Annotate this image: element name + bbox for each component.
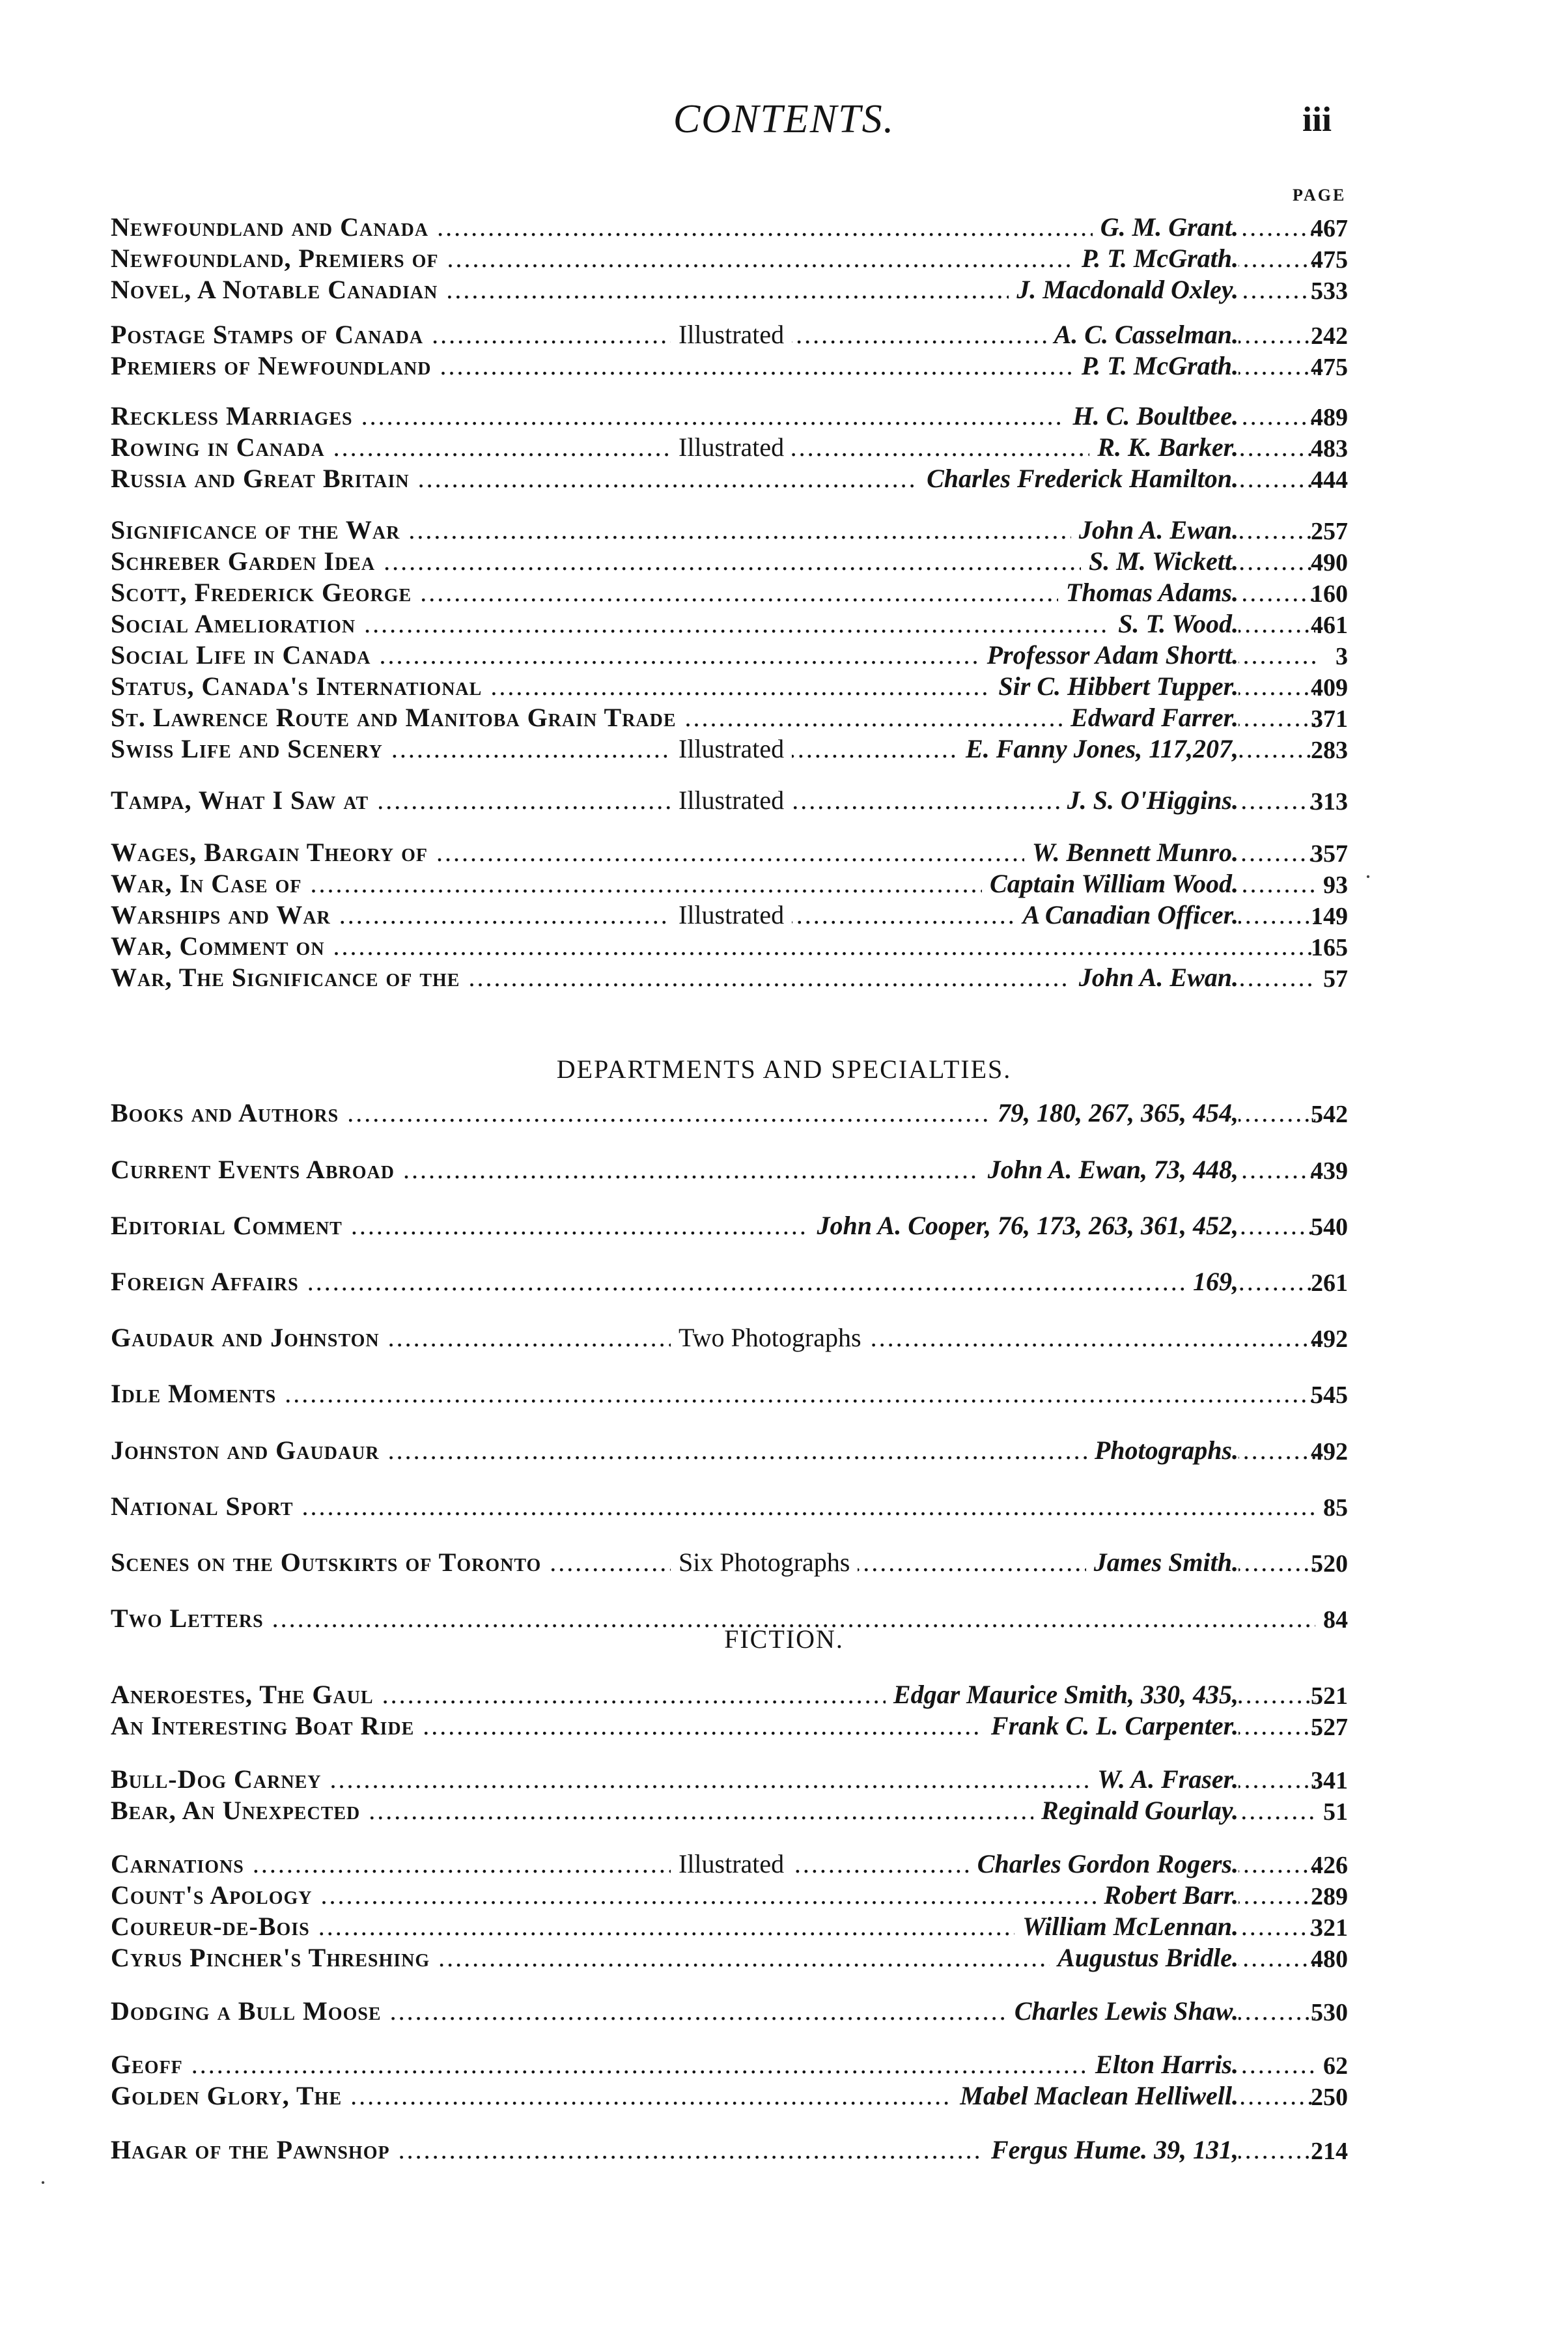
entry-author: 169, xyxy=(1185,1266,1239,1300)
entry-author: W. A. Fraser. xyxy=(1089,1764,1239,1798)
entry-author: John A. Cooper, 76, 173, 263, 361, 452, xyxy=(809,1210,1239,1244)
page-title: CONTENTS. xyxy=(673,97,895,141)
leader-dots xyxy=(111,868,1315,902)
entry-page-number: 492 xyxy=(1311,1438,1348,1465)
entry-author: Fergus Hume. 39, 131, xyxy=(983,2134,1239,2168)
leader-dots xyxy=(111,243,1315,277)
entry-page-number: 426 xyxy=(1311,1852,1348,1879)
entry-page-number: 357 xyxy=(1311,840,1348,868)
contents-entry xyxy=(111,785,1348,819)
entry-page-number: 313 xyxy=(1311,788,1348,815)
entry-page-number: 93 xyxy=(1323,871,1348,899)
entry-title: Newfoundland, Premiers of ..... xyxy=(111,243,1315,274)
contents-entry xyxy=(111,640,1348,673)
entry-page-number: 492 xyxy=(1311,1325,1348,1353)
leader-dots xyxy=(111,350,1315,384)
entry-author: William McLennan. xyxy=(1015,1911,1239,1945)
contents-entry xyxy=(111,2134,1348,2168)
contents-entry xyxy=(111,1491,1348,1525)
entry-page-number: 533 xyxy=(1311,277,1348,305)
entry-author: James Smith. xyxy=(1086,1547,1239,1581)
contents-entry xyxy=(111,1764,1348,1798)
entry-title: Postage Stamps of Canada ..... xyxy=(111,319,1315,350)
entry-title: Carnations ..... xyxy=(111,1848,1315,1879)
leader-dots xyxy=(111,837,1315,871)
entry-page-number: 542 xyxy=(1311,1101,1348,1128)
contents-entry xyxy=(111,1266,1348,1300)
entry-author: Thomas Adams. xyxy=(1058,577,1239,611)
entry-page-number: 409 xyxy=(1311,674,1348,701)
entry-author: Professor Adam Shortt. xyxy=(979,640,1239,673)
leader-dots xyxy=(111,463,1315,497)
entry-title: Schreber Garden Idea ..... xyxy=(111,546,1315,576)
leader-dots xyxy=(111,2134,1315,2168)
entry-title: Bear, An Unexpected ..... xyxy=(111,1795,1315,1826)
entry-note: Illustrated xyxy=(671,432,792,466)
entry-page-number: 261 xyxy=(1311,1269,1348,1297)
entry-note: Two Photographs xyxy=(671,1322,869,1356)
entry-author: A. C. Casselman. xyxy=(1046,319,1239,353)
entry-page-number: 444 xyxy=(1311,466,1348,494)
entry-title: Tampa, What I Saw at ..... xyxy=(111,785,1315,815)
contents-entry xyxy=(111,671,1348,705)
entry-page-number: 149 xyxy=(1311,903,1348,930)
entry-title: Rowing in Canada ..... xyxy=(111,432,1315,462)
leader-dots xyxy=(111,274,1315,308)
entry-page-number: 540 xyxy=(1311,1213,1348,1241)
entry-page-number: 520 xyxy=(1311,1550,1348,1578)
contents-entry xyxy=(111,1603,1348,1637)
entry-title: Golden Glory, The ..... xyxy=(111,2080,1315,2111)
entry-title: Aneroestes, The Gaul ..... xyxy=(111,1679,1315,1710)
page-column-label: PAGE xyxy=(1293,186,1347,205)
contents-entry xyxy=(111,463,1348,497)
contents-entry xyxy=(111,319,1348,353)
leader-dots xyxy=(111,899,1315,933)
contents-entry xyxy=(111,1154,1348,1188)
entry-page-number: 250 xyxy=(1311,2084,1348,2111)
entry-author: S. M. Wickett. xyxy=(1081,546,1239,580)
entry-author: R. K. Barker. xyxy=(1089,432,1239,466)
leader-dots xyxy=(111,212,1315,246)
leader-dots xyxy=(111,931,1315,965)
entry-title: Swiss Life and Scenery ..... xyxy=(111,733,1315,764)
contents-entry xyxy=(111,868,1348,902)
contents-entry xyxy=(111,274,1348,308)
entry-author: J. S. O'Higgins. xyxy=(1059,785,1239,819)
entry-title: War, The Significance of the ..... xyxy=(111,962,1315,993)
leader-dots xyxy=(111,608,1315,642)
entry-title: Cyrus Pincher's Threshing ..... xyxy=(111,1942,1315,1973)
leader-dots xyxy=(111,1911,1315,1945)
leader-dots xyxy=(111,785,1315,819)
leader-dots xyxy=(111,401,1315,434)
contents-entry xyxy=(111,1547,1348,1581)
margin-tick: · xyxy=(1364,864,1372,890)
entry-author: Captain William Wood. xyxy=(982,868,1239,902)
entry-page-number: 3 xyxy=(1336,643,1348,670)
leader-dots xyxy=(111,1795,1315,1829)
entry-title: Editorial Comment ..... xyxy=(111,1210,1315,1241)
entry-title: Russia and Great Britain ..... xyxy=(111,463,1315,494)
entry-page-number: 480 xyxy=(1311,1946,1348,1973)
contents-entry xyxy=(111,2080,1348,2114)
leader-dots xyxy=(111,1880,1315,1914)
entry-page-number: 489 xyxy=(1311,404,1348,431)
entry-author: A Canadian Officer. xyxy=(1015,899,1239,933)
leader-dots xyxy=(111,640,1315,673)
page-number: iii xyxy=(1302,100,1332,139)
entry-title: Dodging a Bull Moose ..... xyxy=(111,1996,1315,2026)
contents-entry xyxy=(111,702,1348,736)
entry-page-number: 242 xyxy=(1311,322,1348,350)
entry-author: 79, 180, 267, 365, 454, xyxy=(990,1097,1239,1131)
entry-page-number: 321 xyxy=(1311,1914,1348,1942)
entry-author: Charles Gordon Rogers. xyxy=(970,1848,1239,1882)
contents-entry xyxy=(111,2049,1348,2083)
leader-dots xyxy=(111,577,1315,611)
contents-entry xyxy=(111,1679,1348,1713)
contents-entry xyxy=(111,515,1348,548)
entry-author: Edgar Maurice Smith, 330, 435, xyxy=(886,1679,1239,1713)
entry-title: Count's Apology ..... xyxy=(111,1880,1315,1910)
leader-dots xyxy=(111,962,1315,996)
entry-title: Scenes on the Outskirts of Toronto ..... xyxy=(111,1547,1315,1578)
leader-dots xyxy=(111,1942,1315,1976)
entry-page-number: 51 xyxy=(1323,1798,1348,1826)
entry-author: Robert Barr. xyxy=(1096,1880,1239,1914)
entry-page-number: 475 xyxy=(1311,354,1348,381)
entry-title: Two Letters ..... xyxy=(111,1603,1315,1634)
entry-note: Illustrated xyxy=(671,899,792,933)
entry-page-number: 467 xyxy=(1311,215,1348,242)
entry-title: Gaudaur and Johnston ..... xyxy=(111,1322,1315,1353)
contents-entry xyxy=(111,1710,1348,1744)
entry-author: P. T. McGrath. xyxy=(1074,243,1239,277)
contents-entry xyxy=(111,212,1348,246)
entry-title: Status, Canada's International ..... xyxy=(111,671,1315,701)
entry-title: War, Comment on ..... xyxy=(111,931,1315,961)
leader-dots xyxy=(111,733,1315,767)
leader-dots xyxy=(111,1491,1315,1525)
leader-dots xyxy=(111,1378,1315,1412)
leader-dots xyxy=(111,1848,1315,1882)
leader-dots xyxy=(111,702,1315,736)
leader-dots xyxy=(111,671,1315,705)
entry-page-number: 490 xyxy=(1311,549,1348,576)
entry-title: St. Lawrence Route and Manitoba Grain Trade ..... xyxy=(111,702,1315,733)
entry-title: Reckless Marriages ..... xyxy=(111,401,1315,431)
entry-author: W. Bennett Munro. xyxy=(1024,837,1239,871)
leader-dots xyxy=(111,1210,1315,1244)
entry-title: Idle Moments ..... xyxy=(111,1378,1315,1409)
entry-page-number: 530 xyxy=(1311,1999,1348,2026)
entry-title: Social Amelioration ..... xyxy=(111,608,1315,639)
entry-title: Johnston and Gaudaur ..... xyxy=(111,1435,1315,1465)
entry-page-number: 527 xyxy=(1311,1714,1348,1741)
leader-dots xyxy=(111,2049,1315,2083)
leader-dots xyxy=(111,515,1315,548)
leader-dots xyxy=(111,1154,1315,1188)
contents-entry xyxy=(111,1097,1348,1131)
leader-dots xyxy=(111,319,1315,353)
margin-tick: · xyxy=(39,2170,47,2196)
entry-note: Illustrated xyxy=(671,785,792,819)
entry-author: G. M. Grant. xyxy=(1093,212,1239,246)
entry-page-number: 283 xyxy=(1311,737,1348,764)
contents-entry xyxy=(111,1435,1348,1469)
entry-title: Novel, A Notable Canadian ..... xyxy=(111,274,1315,305)
contents-entry xyxy=(111,1795,1348,1829)
leader-dots xyxy=(111,1996,1315,2030)
contents-entry xyxy=(111,931,1348,965)
leader-dots xyxy=(111,1547,1315,1581)
leader-dots xyxy=(111,1764,1315,1798)
entry-title: Warships and War ..... xyxy=(111,899,1315,930)
entry-author: Frank C. L. Carpenter. xyxy=(983,1710,1239,1744)
entry-page-number: 160 xyxy=(1311,580,1348,608)
entry-title: War, In Case of ..... xyxy=(111,868,1315,899)
entry-page-number: 165 xyxy=(1311,934,1348,961)
entry-title: Current Events Abroad ..... xyxy=(111,1154,1315,1185)
entry-note: Six Photographs xyxy=(671,1547,858,1581)
entry-page-number: 521 xyxy=(1311,1682,1348,1710)
contents-entry xyxy=(111,1378,1348,1412)
entry-page-number: 461 xyxy=(1311,612,1348,639)
entry-author: H. C. Boultbee. xyxy=(1065,401,1239,434)
leader-dots xyxy=(111,1266,1315,1300)
entry-author: Reginald Gourlay. xyxy=(1033,1795,1239,1829)
entry-title: Books and Authors ..... xyxy=(111,1097,1315,1128)
entry-page-number: 57 xyxy=(1323,965,1348,993)
entry-title: Newfoundland and Canada ..... xyxy=(111,212,1315,242)
entry-title: Geoff ..... xyxy=(111,2049,1315,2080)
entry-author: Photographs. xyxy=(1087,1435,1239,1469)
contents-entry xyxy=(111,962,1348,996)
entry-title: Foreign Affairs ..... xyxy=(111,1266,1315,1297)
contents-entry xyxy=(111,1848,1348,1882)
contents-entry xyxy=(111,401,1348,434)
contents-entry xyxy=(111,608,1348,642)
contents-entry xyxy=(111,1942,1348,1976)
entry-author: Augustus Bridle. xyxy=(1050,1942,1239,1976)
entry-author: John A. Ewan. xyxy=(1071,515,1239,548)
leader-dots xyxy=(111,1322,1315,1356)
contents-entry xyxy=(111,432,1348,466)
leader-dots xyxy=(111,546,1315,580)
leader-dots xyxy=(111,2080,1315,2114)
entry-author: J. Macdonald Oxley. xyxy=(1009,274,1239,308)
entry-title: Wages, Bargain Theory of ..... xyxy=(111,837,1315,868)
entry-page-number: 475 xyxy=(1311,246,1348,274)
entry-note: Illustrated xyxy=(671,733,792,767)
section-heading-departments: DEPARTMENTS AND SPECIALTIES. xyxy=(556,1055,1012,1084)
entry-title: National Sport ..... xyxy=(111,1491,1315,1522)
entry-author: John A. Ewan. xyxy=(1071,962,1239,996)
entry-author: S. T. Wood. xyxy=(1110,608,1239,642)
entry-title: Coureur-de-Bois ..... xyxy=(111,1911,1315,1942)
entry-author: Sir C. Hibbert Tupper. xyxy=(990,671,1239,705)
entry-title: Bull-Dog Carney ..... xyxy=(111,1764,1315,1794)
entry-author: E. Fanny Jones, 117,207, xyxy=(958,733,1239,767)
contents-entry xyxy=(111,733,1348,767)
entry-page-number: 85 xyxy=(1323,1494,1348,1522)
contents-entry xyxy=(111,837,1348,871)
entry-page-number: 439 xyxy=(1311,1157,1348,1185)
entry-title: Scott, Frederick George ..... xyxy=(111,577,1315,608)
entry-author: Edward Farrer. xyxy=(1063,702,1239,736)
entry-author: Charles Frederick Hamilton. xyxy=(919,463,1239,497)
entry-page-number: 84 xyxy=(1323,1606,1348,1634)
entry-author: Charles Lewis Shaw. xyxy=(1007,1996,1239,2030)
entry-title: Premiers of Newfoundland ..... xyxy=(111,350,1315,381)
contents-entry xyxy=(111,1210,1348,1244)
contents-entry xyxy=(111,350,1348,384)
leader-dots xyxy=(111,432,1315,466)
leader-dots xyxy=(111,1435,1315,1469)
contents-entry xyxy=(111,899,1348,933)
section-heading-fiction: FICTION. xyxy=(724,1624,844,1654)
contents-entry xyxy=(111,1322,1348,1356)
contents-entry xyxy=(111,1996,1348,2030)
leader-dots xyxy=(111,1097,1315,1131)
contents-entry xyxy=(111,1911,1348,1945)
leader-dots xyxy=(111,1679,1315,1713)
entry-author: Mabel Maclean Helliwell. xyxy=(952,2080,1239,2114)
contents-entry xyxy=(111,577,1348,611)
entry-page-number: 341 xyxy=(1311,1767,1348,1794)
contents-entry xyxy=(111,243,1348,277)
entry-note: Illustrated xyxy=(671,319,792,353)
entry-page-number: 257 xyxy=(1311,518,1348,545)
entry-title: Social Life in Canada ..... xyxy=(111,640,1315,670)
entry-page-number: 545 xyxy=(1311,1381,1348,1409)
entry-author: Elton Harris. xyxy=(1087,2049,1239,2083)
leader-dots xyxy=(111,1710,1315,1744)
entry-page-number: 483 xyxy=(1311,435,1348,462)
entry-page-number: 289 xyxy=(1311,1883,1348,1910)
entry-author: John A. Ewan, 73, 448, xyxy=(980,1154,1239,1188)
entry-page-number: 371 xyxy=(1311,705,1348,733)
leader-dots xyxy=(111,1603,1315,1637)
contents-entry xyxy=(111,546,1348,580)
contents-entry xyxy=(111,1880,1348,1914)
entry-author: P. T. McGrath. xyxy=(1074,350,1239,384)
entry-page-number: 214 xyxy=(1311,2138,1348,2165)
entry-note: Illustrated xyxy=(671,1848,792,1882)
entry-title: Significance of the War ..... xyxy=(111,515,1315,545)
entry-page-number: 62 xyxy=(1323,2052,1348,2080)
entry-title: An Interesting Boat Ride ..... xyxy=(111,1710,1315,1741)
entry-title: Hagar of the Pawnshop ..... xyxy=(111,2134,1315,2165)
